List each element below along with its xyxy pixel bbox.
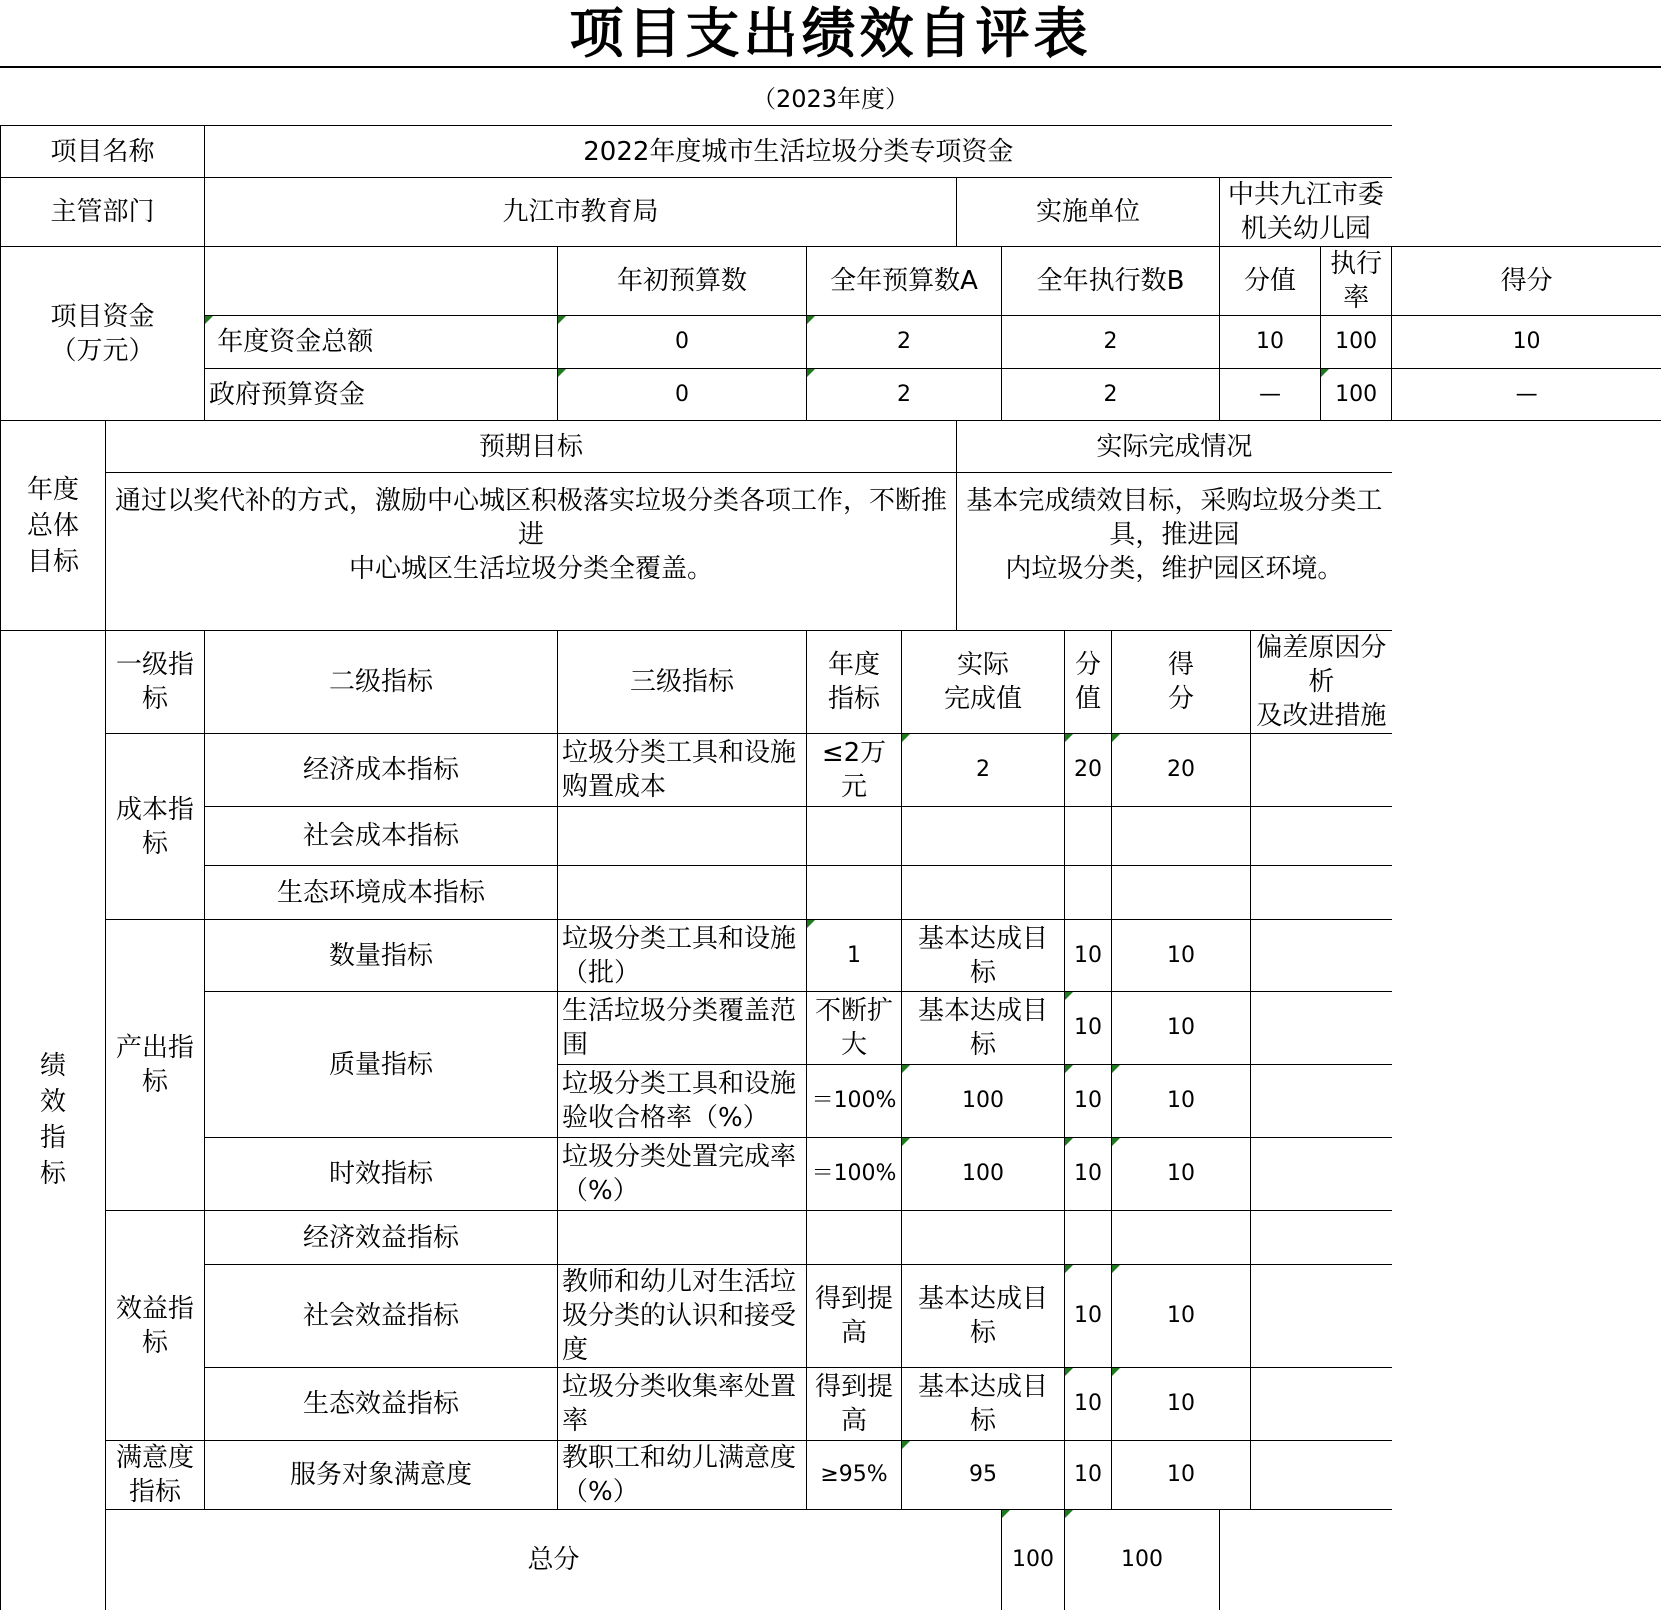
funds-row-name: 政府预算资金 [205,369,558,421]
perf-row-score: 10 [1112,920,1251,992]
perf-row-l3 [558,866,807,920]
funds-header-row [1,247,1661,316]
perf-row-score: 10 [1112,1138,1251,1211]
perf-row-target [807,1211,902,1265]
goals-label-text: 年度总体目标 [23,472,83,580]
funds-row-score: — [1392,369,1661,421]
perf-header-reason: 偏差原因分析 及改进措施 [1251,631,1392,734]
perf-group-satisfaction: 满意度指标 [106,1441,205,1510]
perf-row-actual: 95 [902,1441,1065,1510]
perf-row-target: ＝100% [807,1065,902,1138]
perf-row [1,1368,1661,1441]
dept-value: 九江市教育局 [205,178,957,247]
goals-actual-text [957,473,1392,631]
project-name-value: 2022年度城市生活垃圾分类专项资金 [205,126,1392,178]
funds-row-gov [1,369,1661,421]
perf-row-reason [1251,1065,1392,1138]
funds-row-executed: 2 [1002,369,1220,421]
perf-row-points: 10 [1065,992,1112,1065]
project-name-row [1,126,1661,178]
perf-row-target: ≤2万元 [807,734,902,807]
perf-row-l2: 经济成本指标 [205,734,558,807]
perf-header-level3: 三级指标 [558,631,807,734]
perf-row [1,866,1661,920]
funds-header-score: 得分 [1392,247,1661,316]
perf-row-reason [1251,992,1392,1065]
perf-row-points: 10 [1065,1065,1112,1138]
year-label: （2023年度） [0,79,1661,119]
goals-expected-line1: 通过以奖代补的方式，激励中心城区积极落实垃圾分类各项工作，不断推进 [110,484,952,552]
evaluation-table [0,125,1661,1610]
perf-row-reason [1251,734,1392,807]
perf-row-l2: 经济效益指标 [205,1211,558,1265]
perf-row-actual: 基本达成目标 [902,920,1065,992]
perf-row-points: 10 [1065,1368,1112,1441]
perf-row-points: 10 [1065,1441,1112,1510]
perf-row-l3: 垃圾分类收集率处置率 [558,1368,807,1441]
total-row [1,1510,1661,1610]
perf-row-reason [1251,1441,1392,1510]
funds-label [1,247,205,421]
perf-row-score [1112,1211,1251,1265]
perf-row [1,807,1661,866]
perf-row [1,1138,1661,1211]
perf-header-score: 得 分 [1112,631,1251,734]
perf-row-actual [902,866,1065,920]
perf-row [1,734,1661,807]
funds-row-total [1,316,1661,369]
perf-row-l2: 质量指标 [205,992,558,1138]
goals-expected-header: 预期目标 [106,421,957,473]
department-row [1,178,1661,247]
funds-label-line1: 项目资金 [5,300,200,334]
perf-row-points: 10 [1065,1138,1112,1211]
perf-row [1,992,1661,1065]
funds-header-rate: 执行率 [1321,247,1392,316]
perf-group-output: 产出指标 [106,920,205,1211]
goals-expected-line2: 中心城区生活垃圾分类全覆盖。 [110,552,952,586]
perf-row-target: 不断扩大 [807,992,902,1065]
funds-header-annual: 全年预算数A [807,247,1002,316]
perf-row-score [1112,866,1251,920]
perf-row-actual [902,1211,1065,1265]
perf-row-l3: 教师和幼儿对生活垃圾分类的认识和接受度 [558,1265,807,1368]
perf-row-l2: 生态环境成本指标 [205,866,558,920]
perf-row-reason [1251,807,1392,866]
impl-value: 中共九江市委机关幼儿园 [1220,178,1392,247]
perf-row-l2: 生态效益指标 [205,1368,558,1441]
funds-row-initial: 0 [558,369,807,421]
project-name-label: 项目名称 [1,126,205,178]
goals-expected-text [106,473,957,631]
perf-row-reason [1251,920,1392,992]
perf-row-reason [1251,1368,1392,1441]
perf-row-reason [1251,1211,1392,1265]
perf-row-l3: 教职工和幼儿满意度（%） [558,1441,807,1510]
perf-row-score: 10 [1112,1065,1251,1138]
goals-actual-line1: 基本完成绩效目标，采购垃圾分类工具，推进园 [961,484,1388,552]
perf-row-actual: 100 [902,1065,1065,1138]
perf-group-cost: 成本指标 [106,734,205,920]
perf-row-target: 得到提高 [807,1368,902,1441]
funds-header-initial: 年初预算数 [558,247,807,316]
perf-row-reason [1251,1138,1392,1211]
perf-row-l2: 服务对象满意度 [205,1441,558,1510]
funds-row-rate: 100 [1321,316,1392,369]
perf-header-points: 分 值 [1065,631,1112,734]
funds-row-executed: 2 [1002,316,1220,369]
funds-row-annual: 2 [807,316,1002,369]
perf-row-l3: 垃圾分类工具和设施验收合格率（%） [558,1065,807,1138]
perf-row [1,920,1661,992]
perf-row-points: 10 [1065,1265,1112,1368]
perf-group-benefit: 效益指标 [106,1211,205,1441]
title-rule [0,66,1661,68]
perf-row-score [1112,807,1251,866]
perf-header-level1: 一级指标 [106,631,205,734]
perf-row-l3: 生活垃圾分类覆盖范围 [558,992,807,1065]
form-title: 项目支出绩效自评表 [0,0,1661,66]
funds-row-name: 年度资金总额 [205,316,558,369]
perf-header-row [1,631,1661,734]
total-score: 100 [1065,1510,1220,1610]
perf-row-target: ＝100% [807,1138,902,1211]
perf-header-target: 年度 指标 [807,631,902,734]
perf-row-points: 20 [1065,734,1112,807]
perf-row-points [1065,807,1112,866]
perf-row-actual: 基本达成目标 [902,1368,1065,1441]
perf-row-target: ≥95% [807,1441,902,1510]
perf-row [1,1265,1661,1368]
perf-row-l3: 垃圾分类处置完成率（%） [558,1138,807,1211]
perf-row-score: 10 [1112,1265,1251,1368]
goals-actual-line2: 内垃圾分类，维护园区环境。 [961,552,1388,586]
funds-row-points: — [1220,369,1321,421]
total-points: 100 [1002,1510,1065,1610]
total-label: 总分 [106,1510,1002,1610]
perf-row-l3 [558,1211,807,1265]
perf-row-score: 20 [1112,734,1251,807]
funds-header-blank [205,247,558,316]
perf-row-points [1065,1211,1112,1265]
perf-header-actual: 实际 完成值 [902,631,1065,734]
perf-header-level2: 二级指标 [205,631,558,734]
perf-row-target: 得到提高 [807,1265,902,1368]
perf-row-l2: 时效指标 [205,1138,558,1211]
perf-row-actual: 2 [902,734,1065,807]
perf-row-l2: 社会成本指标 [205,807,558,866]
perf-row-target [807,866,902,920]
perf-row-l3 [558,807,807,866]
impl-label: 实施单位 [957,178,1220,247]
perf-row-l2: 社会效益指标 [205,1265,558,1368]
funds-row-points: 10 [1220,316,1321,369]
perf-row-actual: 基本达成目标 [902,992,1065,1065]
funds-row-score: 10 [1392,316,1661,369]
perf-row [1,1441,1661,1510]
funds-row-annual: 2 [807,369,1002,421]
goals-header-row [1,421,1661,473]
funds-row-initial: 0 [558,316,807,369]
dept-label: 主管部门 [1,178,205,247]
perf-row-l3: 垃圾分类工具和设施（批） [558,920,807,992]
perf-row-actual [902,807,1065,866]
perf-row-points [1065,866,1112,920]
goals-actual-header: 实际完成情况 [957,421,1392,473]
perf-row-score: 10 [1112,992,1251,1065]
total-reason [1220,1510,1321,1610]
perf-row-l3: 垃圾分类工具和设施购置成本 [558,734,807,807]
perf-row-l2: 数量指标 [205,920,558,992]
goals-content-row [1,473,1661,631]
perf-row-reason [1251,866,1392,920]
perf-row-target: 1 [807,920,902,992]
perf-label-text: 绩效指标 [38,1048,68,1192]
perf-row-score: 10 [1112,1368,1251,1441]
perf-row-actual: 基本达成目标 [902,1265,1065,1368]
perf-row-points: 10 [1065,920,1112,992]
funds-header-points: 分值 [1220,247,1321,316]
perf-row-target [807,807,902,866]
funds-label-line2: （万元） [5,334,200,368]
funds-header-executed: 全年执行数B [1002,247,1220,316]
perf-row-actual: 100 [902,1138,1065,1211]
perf-row [1,1211,1661,1265]
perf-row-score: 10 [1112,1441,1251,1510]
funds-row-rate: 100 [1321,369,1392,421]
perf-row-reason [1251,1265,1392,1368]
perf-label [1,631,106,1610]
goals-label [1,421,106,631]
